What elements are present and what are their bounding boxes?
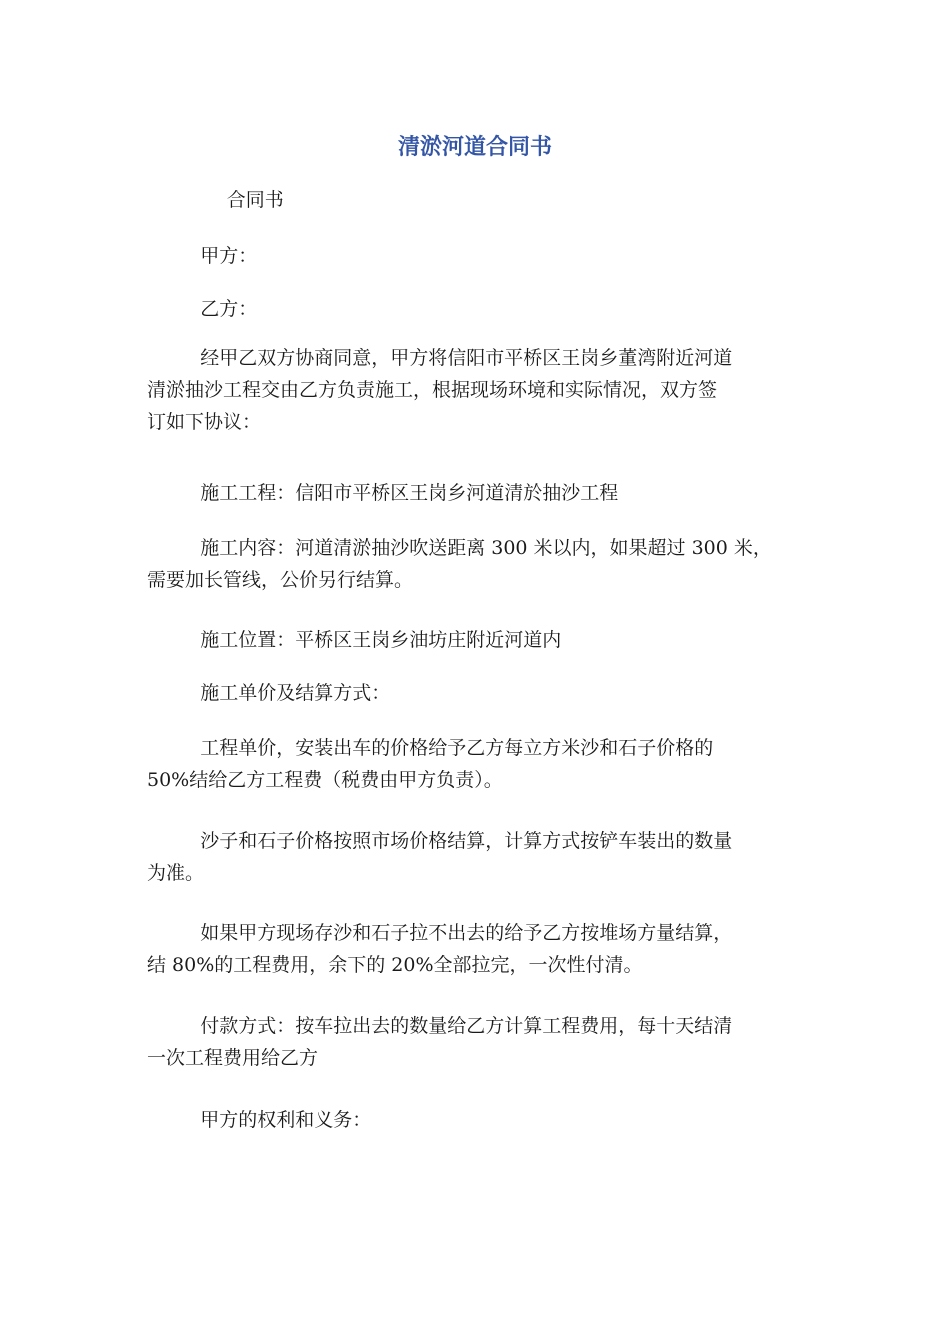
paragraph-line: 沙子和石子价格按照市场价格结算，计算方式按铲车装出的数量 [200,830,733,852]
document-title: 清淤河道合同书 [397,135,552,160]
paragraph-agreement-intro [147,342,810,438]
paragraph-line: 50%结给乙方工程费（税费由甲方负责）。 [147,769,503,791]
paragraph-line: 甲方的权利和义务： [200,1109,372,1131]
paragraph-line: 乙方： [200,298,258,320]
paragraph-line: 如果甲方现场存沙和石子拉不出去的给予乙方按堆场方量结算， [200,922,733,944]
paragraph-line: 工程单价，安装出车的价格给予乙方每立方米沙和石子价格的 [200,737,714,759]
paragraph-payment [147,1010,810,1074]
paragraph-party-b [147,293,810,325]
paragraph-line: 订如下协议： [147,411,262,433]
paragraph-line: 施工工程：信阳市平桥区王岗乡河道清於抽沙工程 [200,482,619,504]
paragraph-line: 结 80%的工程费用，余下的 20%全部拉完，一次性付清。 [147,954,643,976]
paragraph-line: 需要加长管线，公价另行结算。 [147,569,414,591]
paragraph-line: 为准。 [147,862,205,884]
paragraph-market-price [147,825,810,889]
paragraph-pricing-heading [147,677,810,709]
paragraph-line: 合同书 [226,189,284,211]
paragraph-line: 付款方式：按车拉出去的数量给乙方计算工程费用，每十天结清 [200,1015,733,1037]
paragraph-line: 施工位置：平桥区王岗乡油坊庄附近河道内 [200,629,562,651]
paragraph-party-a [147,240,810,272]
paragraph-party-a-rights [147,1104,810,1136]
paragraph-line: 施工内容：河道清淤抽沙吹送距离 300 米以内，如果超过 300 米， [200,537,772,559]
paragraph-line: 经甲乙双方协商同意，甲方将信阳市平桥区王岗乡董湾附近河道 [200,347,733,369]
paragraph-stockpile [147,917,810,981]
paragraph-line: 一次工程费用给乙方 [147,1047,319,1069]
paragraph-heading-contract [147,184,810,216]
paragraph-project [147,477,810,509]
paragraph-line: 清淤抽沙工程交由乙方负责施工，根据现场环境和实际情况，双方签 [147,379,718,401]
paragraph-content [147,532,810,596]
paragraph-line: 甲方： [200,245,258,267]
paragraph-line: 施工单价及结算方式： [200,682,391,704]
paragraph-unit-price [147,732,810,796]
paragraph-location [147,624,810,656]
